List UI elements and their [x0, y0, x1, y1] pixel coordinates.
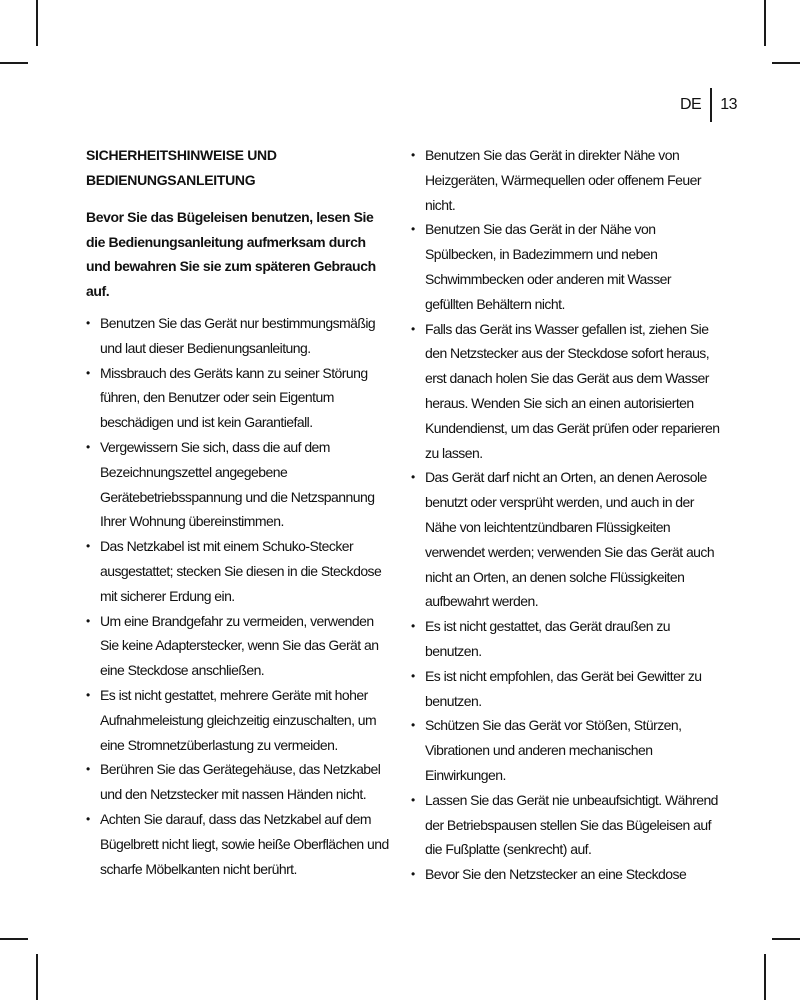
list-item-text: Missbrauch des Geräts kann zu seiner Störung führen, den Benutzer oder sein Eigentum beschädigen und ist kein Garantiefall. — [100, 364, 368, 431]
crop-mark-top-right-h — [772, 62, 800, 64]
list-item — [411, 317, 721, 466]
list-item — [86, 361, 391, 435]
list-item — [411, 788, 721, 862]
list-item — [411, 713, 721, 787]
bullet-icon: • — [411, 619, 415, 634]
list-item — [411, 614, 721, 664]
section-title-line-2: BEDIENUNGSANLEITUNG — [86, 171, 256, 188]
bullet-icon: • — [86, 365, 90, 380]
list-item — [86, 609, 391, 683]
bullet-icon: • — [86, 811, 90, 826]
bullet-icon: • — [86, 613, 90, 628]
crop-mark-bottom-right-h — [772, 938, 800, 940]
list-item-text: Lassen Sie das Gerät nie unbeaufsichtigt. Während der Betriebspausen stellen Sie das Bügeleisen auf die Fußplatte (senkrecht) auf. — [425, 791, 718, 858]
safety-list-left — [86, 311, 391, 881]
bullet-icon: • — [411, 718, 415, 733]
list-item — [86, 311, 391, 361]
list-item-text: Schützen Sie das Gerät vor Stößen, Stürzen, Vibrationen und anderen mechanischen Einwirkungen. — [425, 717, 682, 783]
list-item — [86, 534, 391, 608]
list-item-text: Es ist nicht gestattet, das Gerät draußen zu benutzen. — [425, 618, 671, 659]
section-title — [86, 143, 391, 192]
list-item — [86, 807, 391, 881]
crop-mark-top-left — [36, 0, 38, 46]
section-title-line-1: SICHERHEITSHINWEISE UND — [86, 147, 277, 163]
list-item — [411, 217, 721, 316]
list-item-text: Achten Sie darauf, dass das Netzkabel auf dem Bügelbrett nicht liegt, sowie heiße Oberflächen und scharfe Möbelkanten nicht berührt. — [100, 810, 389, 877]
bullet-icon: • — [86, 687, 90, 702]
bullet-icon: • — [86, 762, 90, 777]
list-item-text: Das Gerät darf nicht an Orten, an denen Aerosole benutzt oder versprüht werden, und auch in der Nähe von leichtentzündbaren Flüssigkeiten verwendet werden; verwenden Sie das Gerät auch nicht an Orten, an denen solche Flüssigkeiten aufbewahrt werden. — [425, 469, 715, 610]
list-item — [411, 465, 721, 614]
crop-mark-bottom-right — [764, 954, 766, 1000]
crop-mark-top-right — [764, 0, 766, 46]
language-code: DE — [679, 96, 702, 113]
list-item-text: Falls das Gerät ins Wasser gefallen ist, ziehen Sie den Netzstecker aus der Steckdose sofort heraus, erst danach holen Sie das Gerät aus dem Wasser heraus. Wenden Sie sich an einen autorisierten Kundendienst, um das Gerät prüfen oder reparieren zu lassen. — [425, 320, 720, 461]
list-item — [411, 143, 721, 217]
bullet-icon: • — [86, 316, 90, 330]
left-column — [86, 143, 391, 881]
intro-paragraph: Bevor Sie das Bügeleisen benutzen, lesen Sie die Bedienungsanleitung aufmerksam durch und bewahren Sie sie zum späteren Gebrauch auf. — [86, 209, 376, 299]
list-item-text: Benutzen Sie das Gerät nur bestimmungsmäßig und laut dieser Bedienungsanleitung. — [100, 315, 376, 356]
list-item-text: Berühren Sie das Gerätegehäuse, das Netzkabel und den Netzstecker mit nassen Händen nicht. — [100, 761, 381, 803]
list-item-text: Um eine Brandgefahr zu vermeiden, verwenden Sie keine Adapterstecker, wenn Sie das Gerät an eine Steckdose anschließen. — [100, 612, 379, 679]
list-item — [86, 683, 391, 757]
bullet-icon: • — [86, 539, 90, 554]
safety-list-right — [411, 143, 721, 887]
list-item — [411, 862, 721, 887]
bullet-icon: • — [411, 321, 415, 336]
bullet-icon: • — [411, 867, 415, 882]
page-header — [680, 88, 737, 122]
list-item-text: Benutzen Sie das Gerät in direkter Nähe von Heizgeräten, Wärmequellen oder offenem Feuer nicht. — [425, 147, 701, 213]
bullet-icon: • — [411, 668, 415, 683]
crop-mark-top-left-h — [0, 62, 28, 64]
bullet-icon: • — [411, 222, 415, 237]
list-item-text: Das Netzkabel ist mit einem Schuko-Stecker ausgestattet; stecken Sie diesen in die Steckdose mit sicherer Erdung ein. — [100, 538, 382, 604]
list-item-text: Benutzen Sie das Gerät in der Nähe von Spülbecken, in Badezimmern und neben Schwimmbecken oder anderen mit Wasser gefüllten Behältern nicht. — [425, 221, 672, 312]
bullet-icon: • — [411, 792, 415, 807]
list-item — [86, 435, 391, 534]
list-item — [411, 664, 721, 714]
bullet-icon: • — [411, 148, 415, 162]
list-item-text: Bevor Sie den Netzstecker an eine Steckdose — [425, 866, 687, 883]
list-item-text: Es ist nicht empfohlen, das Gerät bei Gewitter zu benutzen. — [425, 667, 702, 709]
list-item — [86, 757, 391, 807]
bullet-icon: • — [86, 439, 90, 454]
list-item-text: Vergewissern Sie sich, dass die auf dem Bezeichnungszettel angegebene Gerätebetriebsspannung und die Netzspannung Ihrer Wohnung übereinstimmen. — [100, 438, 375, 530]
bullet-icon: • — [411, 470, 415, 485]
list-item-text: Es ist nicht gestattet, mehrere Geräte mit hoher Aufnahmeleistung gleichzeitig einzuschalten, um eine Stromnetzüberlastung zu vermeiden. — [100, 686, 377, 753]
crop-mark-bottom-left — [36, 954, 38, 1000]
page-number: 13 — [720, 96, 737, 113]
crop-mark-bottom-left-h — [0, 938, 28, 940]
right-column — [411, 143, 721, 887]
